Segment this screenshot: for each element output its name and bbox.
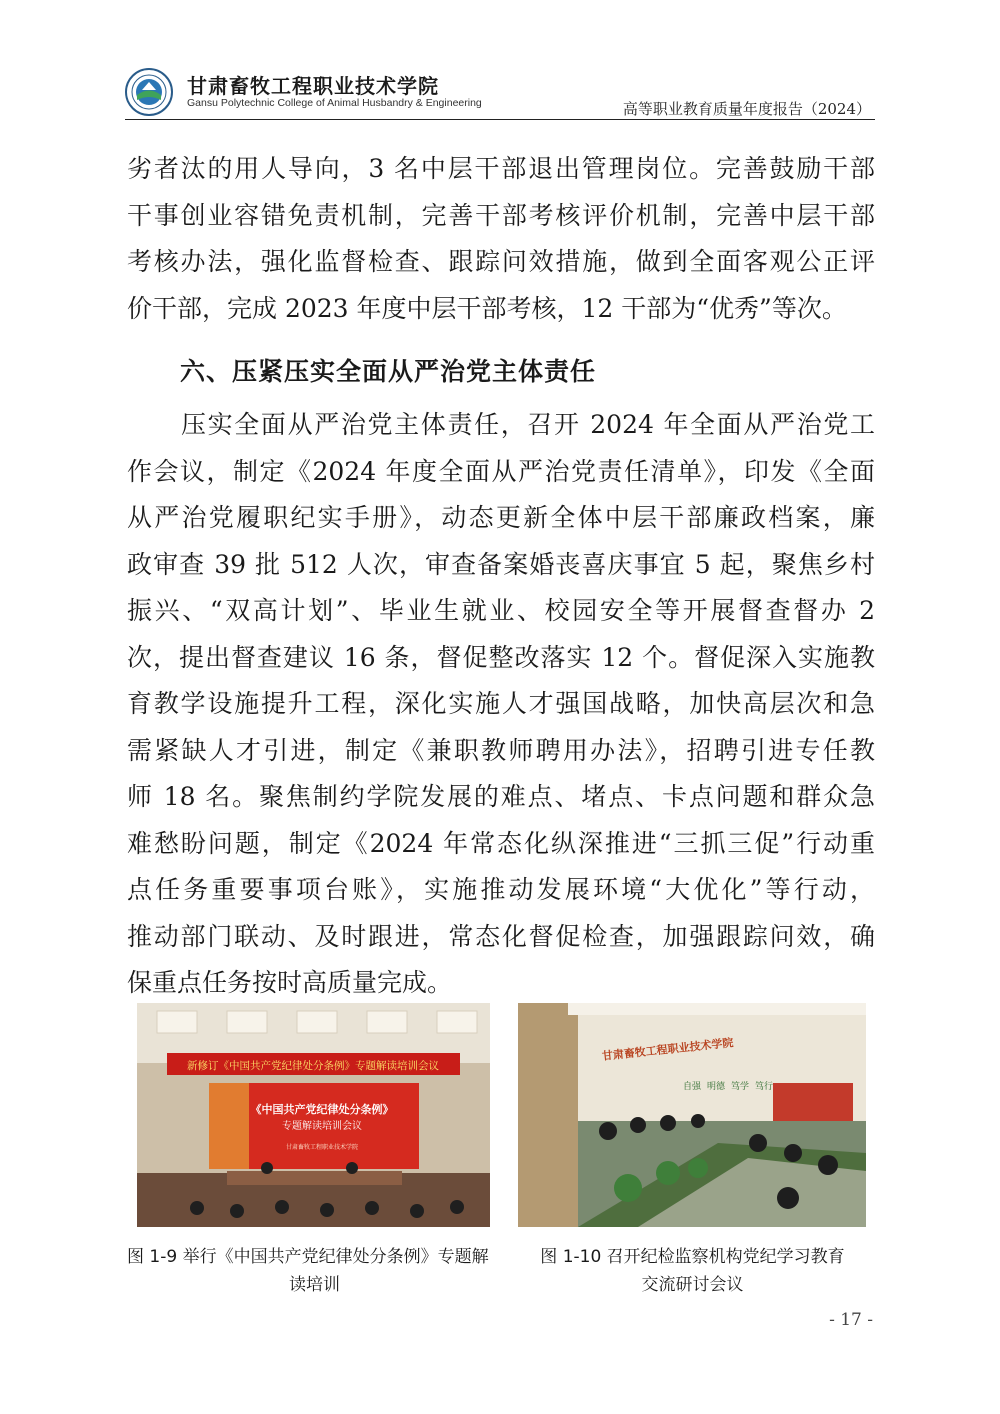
school-name-en: Gansu Polytechnic College of Animal Husbandry & Engineering	[187, 97, 482, 109]
paragraph-party-discipline	[127, 402, 875, 1007]
text-line: 价干部，完成 2023 年度中层干部考核，12 干部为“优秀”等次。	[127, 293, 847, 323]
svg-text:甘肃畜牧工程职业技术学院: 甘肃畜牧工程职业技术学院	[285, 1144, 359, 1151]
text-line: 劣者汰的用人导向，3 名中层干部退出管理岗位。完善鼓励干部	[127, 154, 875, 183]
text-line: 难愁盼问题，制定《2024 年常态化纵深推进“三抓三促”行动重	[127, 828, 875, 858]
text-line: 师 18 名。聚焦制约学院发展的难点、堵点、卡点问题和群众急	[127, 782, 875, 811]
svg-text:自强明德笃学笃行: 自强 明德 笃学 笃行	[682, 1082, 774, 1092]
text-line: 考核办法，强化监督检查、跟踪问效措施，做到全面客观公正评	[127, 247, 875, 276]
paragraph-cadre-evaluation	[127, 146, 875, 332]
page-header	[125, 66, 875, 121]
caption-line: 交流研讨会议	[641, 1275, 744, 1295]
caption-line: 图 1-9 举行《中国共产党纪律处分条例》专题解	[127, 1247, 489, 1267]
header-divider	[125, 119, 875, 120]
text-line: 育教学设施提升工程，深化实施人才强国战略，加快高层次和急	[127, 689, 875, 718]
school-name-cn: 甘肃畜牧工程职业技术学院	[187, 74, 439, 98]
school-seal-icon	[125, 68, 173, 116]
svg-text:《中国共产党纪律处分条例》: 《中国共产党纪律处分条例》	[250, 1103, 394, 1116]
text-line: 需紧缺人才引进，制定《兼职教师聘用办法》，招聘引进专任教	[127, 735, 875, 765]
svg-text:新修订《中国共产党纪律处分条例》专题解读培训会议: 新修订《中国共产党纪律处分条例》专题解读培训会议	[187, 1060, 439, 1072]
report-title: 高等职业教育质量年度报告（2024）	[622, 100, 871, 118]
photo-training-meeting	[137, 1003, 490, 1227]
svg-text:甘肃畜牧工程职业技术学院: 甘肃畜牧工程职业技术学院	[601, 1036, 734, 1063]
section-heading: 六、压紧压实全面从严治党主体责任	[180, 357, 597, 386]
text-line: 从严治党履职纪实手册》，动态更新全体中层干部廉政档案，廉	[127, 503, 875, 532]
text-line: 推动部门联动、及时跟进，常态化督促检查，加强跟踪问效，确	[127, 921, 875, 951]
svg-text:专题解读培训会议: 专题解读培训会议	[282, 1121, 362, 1132]
text-line: 点任务重要事项台账》，实施推动发展环境“大优化”等行动，	[127, 875, 875, 904]
text-line: 压实全面从严治党主体责任，召开 2024 年全面从严治党工	[181, 410, 875, 439]
text-line: 作会议，制定《2024 年度全面从严治党责任清单》，印发《全面	[127, 456, 875, 486]
figure-caption-1-10	[520, 1243, 865, 1299]
text-line: 干事创业容错免责机制，完善干部考核评价机制，完善中层干部	[127, 200, 875, 230]
caption-line: 读培训	[289, 1275, 340, 1295]
figure-caption-1-9	[127, 1243, 502, 1299]
page-number: - 17 -	[829, 1310, 873, 1330]
text-line: 保重点任务按时高质量完成。	[127, 968, 453, 997]
photo-discussion-meeting	[518, 1003, 866, 1227]
text-line: 振兴、“双高计划”、毕业生就业、校园安全等开展督查督办 2	[127, 596, 875, 625]
text-line: 次，提出督查建议 16 条，督促整改落实 12 个。督促深入实施教	[127, 642, 875, 672]
text-line: 政审查 39 批 512 人次，审查备案婚丧喜庆事宜 5 起，聚焦乡村	[127, 549, 875, 579]
caption-line: 图 1-10 召开纪检监察机构党纪学习教育	[540, 1247, 845, 1267]
